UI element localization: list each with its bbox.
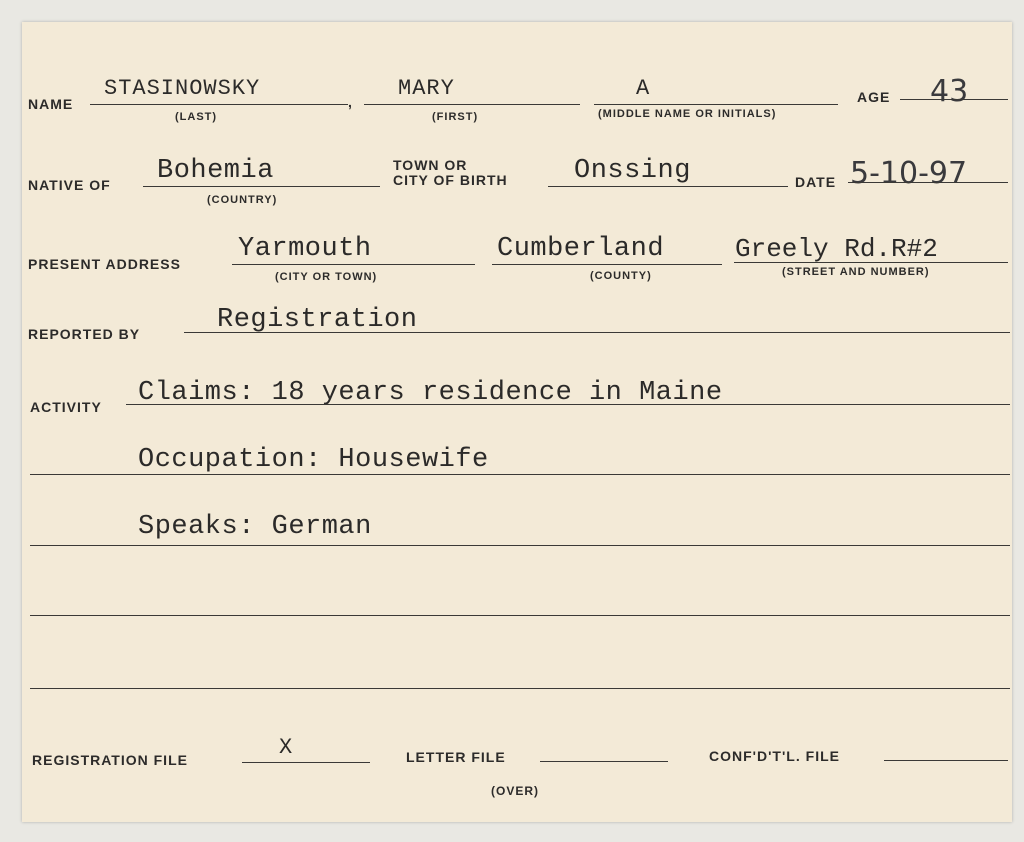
- name-comma: ,: [348, 94, 353, 110]
- registration-card: [22, 22, 1012, 822]
- activity-line-2: Occupation: Housewife: [138, 445, 489, 475]
- activity-line-1: Claims: 18 years residence in Maine: [138, 378, 723, 408]
- county-line: [492, 264, 722, 265]
- first-name-line: [364, 104, 580, 105]
- age-value: 43: [930, 74, 969, 109]
- date-line: [848, 182, 1008, 183]
- activity-label: ACTIVITY: [30, 399, 102, 415]
- street-caption: (STREET AND NUMBER): [782, 266, 930, 278]
- activity-rule-3: [30, 545, 1010, 546]
- letter-file-line: [540, 761, 668, 762]
- city-caption: (CITY OR TOWN): [275, 271, 378, 283]
- confidential-file-line: [884, 760, 1008, 761]
- city-of-birth-text: CITY OF BIRTH: [393, 172, 508, 188]
- age-line: [900, 99, 1008, 100]
- activity-line-3: Speaks: German: [138, 512, 372, 542]
- reported-by-label: REPORTED BY: [28, 326, 141, 342]
- reported-by-line: [184, 332, 1010, 333]
- registration-file-mark: X: [279, 735, 293, 760]
- activity-rule-4: [30, 615, 1010, 616]
- activity-rule-2: [30, 474, 1010, 475]
- date-value: 5-10-97: [850, 156, 968, 191]
- city-of-birth-line: [548, 186, 788, 187]
- first-caption: (FIRST): [432, 111, 479, 123]
- middle-initial-value: A: [636, 76, 651, 101]
- reported-by-value: Registration: [217, 305, 418, 335]
- native-of-line: [143, 186, 380, 187]
- confidential-file-label: CONF'D'T'L. FILE: [709, 748, 840, 764]
- date-label: DATE: [795, 174, 837, 190]
- last-caption: (LAST): [175, 111, 218, 123]
- last-name-value: STASINOWSKY: [104, 76, 261, 101]
- over-caption: (OVER): [491, 784, 539, 798]
- county-value: Cumberland: [497, 234, 665, 264]
- city-of-birth-label: [393, 158, 508, 188]
- native-of-value: Bohemia: [157, 156, 274, 186]
- activity-rule-5: [30, 688, 1010, 689]
- present-address-label: PRESENT ADDRESS: [28, 256, 181, 272]
- city-value: Yarmouth: [238, 234, 372, 264]
- middle-name-line: [594, 104, 838, 105]
- activity-rule-1: [126, 404, 1010, 405]
- last-name-line: [90, 104, 348, 105]
- city-of-birth-value: Onssing: [574, 156, 691, 186]
- letter-file-label: LETTER FILE: [406, 749, 506, 765]
- middle-caption: (MIDDLE NAME OR INITIALS): [598, 108, 777, 120]
- registration-file-line: [242, 762, 370, 763]
- city-line: [232, 264, 475, 265]
- registration-file-label: REGISTRATION FILE: [32, 752, 188, 768]
- county-caption: (COUNTY): [590, 270, 652, 282]
- street-line: [734, 262, 1008, 263]
- country-caption: (COUNTRY): [207, 194, 278, 206]
- name-label: NAME: [28, 96, 74, 112]
- street-value: Greely Rd.R#2: [735, 234, 938, 264]
- age-label: AGE: [857, 89, 891, 105]
- first-name-value: MARY: [398, 76, 455, 101]
- native-of-label: NATIVE OF: [28, 177, 111, 193]
- town-or-text: TOWN OR: [393, 157, 468, 173]
